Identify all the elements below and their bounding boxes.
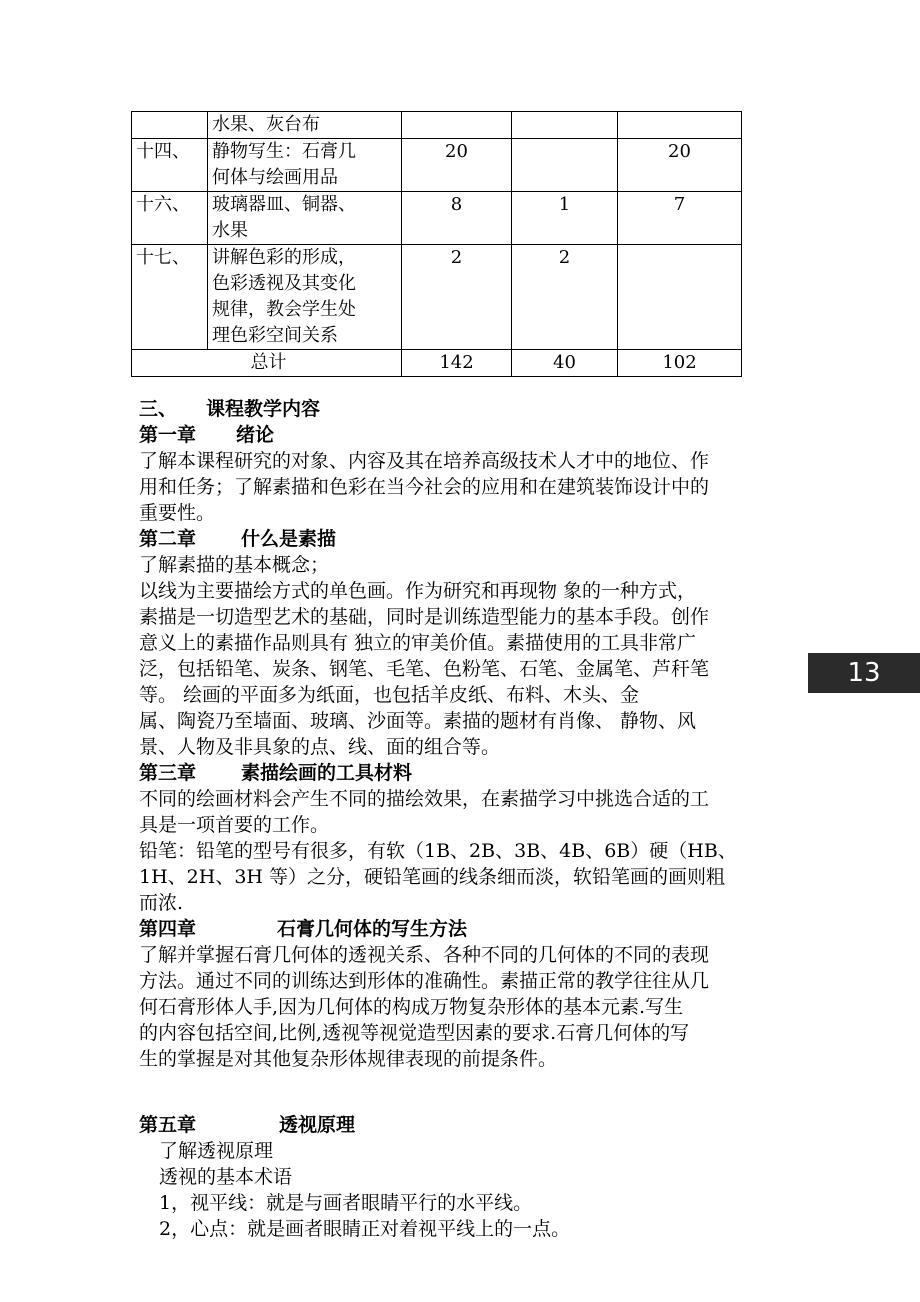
text-line: 具是一项首要的工作。: [139, 814, 330, 836]
content-line: 规律，教会学生处: [212, 299, 356, 320]
text-line: 2，心点：就是画者眼睛正对着视平线上的一点。: [159, 1218, 571, 1240]
content-line: 讲解色彩的形成，: [212, 247, 356, 268]
text-line: 不同的绘画材料会产生不同的描绘效果，在素描学习中挑选合适的工: [139, 788, 710, 810]
content-line: 静物写生：石膏几: [212, 141, 356, 162]
chapter-3-heading: [139, 760, 789, 786]
row-number-cell: 十七、: [132, 245, 208, 350]
text-line: 透视的基本术语: [159, 1166, 293, 1188]
total-hours-cell: [402, 112, 512, 139]
chapter-4-heading: [139, 916, 789, 942]
chapter-5-body: [139, 1138, 789, 1242]
course-content: [139, 396, 789, 1242]
chapter-2-title: 什么是素描: [241, 528, 337, 550]
text-line: 1，视平线：就是与画者眼睛平行的水平线。: [159, 1192, 533, 1214]
table-row: [132, 192, 742, 245]
chapter-2-heading: [139, 526, 789, 552]
section-title: 课程教学内容: [206, 398, 321, 420]
lecture-hours-cell: [512, 112, 618, 139]
text-line: 了解本课程研究的对象、内容及其在培养高级技术人才中的地位、作: [139, 450, 710, 472]
summary-lecture-cell: 40: [512, 350, 618, 377]
row-content-cell: [208, 139, 402, 192]
content-line: 何体与绘画用品: [212, 167, 338, 188]
table-row: [132, 112, 742, 139]
page-number-badge: 13: [808, 653, 920, 693]
chapter-4-title: 石膏几何体的写生方法: [277, 918, 468, 940]
text-line: 用和任务；了解素描和色彩在当今社会的应用和在建筑装饰设计中的: [139, 476, 710, 498]
table-summary-row: [132, 350, 742, 377]
section-heading: [139, 396, 789, 422]
text-line: 泛，包括铅笔、炭条、钢笔、毛笔、色粉笔、石笔、金属笔、芦秆笔: [139, 658, 710, 680]
text-line: 铅笔：铅笔的型号有很多，有软（1B、2B、3B、4B、6B）硬（HB、: [139, 840, 737, 862]
total-hours-cell: 8: [402, 192, 512, 245]
chapter-3-label: 第三章: [139, 762, 197, 784]
practice-hours-cell: 7: [618, 192, 742, 245]
content-line: 理色彩空间关系: [212, 325, 338, 346]
practice-hours-cell: [618, 112, 742, 139]
chapter-4-label: 第四章: [139, 918, 197, 940]
section-number: 三、: [139, 398, 178, 420]
lecture-hours-cell: 1: [512, 192, 618, 245]
content-line: 水果: [212, 220, 248, 241]
lecture-hours-cell: 2: [512, 245, 618, 350]
chapter-4-body: [139, 942, 789, 1072]
total-hours-cell: 20: [402, 139, 512, 192]
total-hours-cell: 2: [402, 245, 512, 350]
chapter-2-label: 第二章: [139, 528, 197, 550]
chapter-5-title: 透视原理: [279, 1114, 356, 1136]
table-row: [132, 139, 742, 192]
text-line: 而浓.: [139, 892, 184, 914]
chapter-3-body: [139, 786, 789, 916]
text-line: 1H、2H、3H 等）之分，硬铅笔画的线条细而淡，软铅笔画的画则粗: [139, 866, 726, 888]
chapter-1-body: [139, 448, 789, 526]
summary-practice-cell: 102: [618, 350, 742, 377]
chapter-1-heading: [139, 422, 789, 448]
text-line: 了解并掌握石膏几何体的透视关系、各种不同的几何体的不同的表现: [139, 944, 710, 966]
text-line: 属、陶瓷乃至墙面、玻璃、沙面等。素描的题材有肖像、 静物、风: [139, 710, 697, 732]
chapter-3-title: 素描绘画的工具材料: [241, 762, 413, 784]
row-content-cell: [208, 192, 402, 245]
text-line: 生的掌握是对其他复杂形体规律表现的前提条件。: [139, 1048, 558, 1070]
row-number-cell: [132, 112, 208, 139]
content-line: 水果、灰台布: [212, 114, 320, 135]
summary-total-cell: 142: [402, 350, 512, 377]
chapter-1-title: 绪论: [236, 424, 275, 446]
text-line: 了解透视原理: [159, 1140, 274, 1162]
text-line: 重要性。: [139, 502, 216, 524]
summary-label-cell: 总计: [132, 350, 402, 377]
text-line: 意义上的素描作品则具有 独立的审美价值。素描使用的工具非常广: [139, 632, 697, 654]
text-line: 的内容包括空间,比例,透视等视觉造型因素的要求.石膏几何体的写: [139, 1022, 690, 1044]
row-number-cell: 十四、: [132, 139, 208, 192]
chapter-1-label: 第一章: [139, 424, 197, 446]
text-line: 素描是一切造型艺术的基础，同时是训练造型能力的基本手段。创作: [139, 606, 710, 628]
text-line: 景、人物及非具象的点、线、面的组合等。: [139, 736, 501, 758]
text-line: 方法。通过不同的训练达到形体的准确性。素描正常的教学往往从几: [139, 970, 710, 992]
practice-hours-cell: [618, 245, 742, 350]
text-line: 等。 绘画的平面多为纸面，也包括羊皮纸、布料、木头、金: [139, 684, 640, 706]
chapter-5-heading: [139, 1112, 789, 1138]
text-line: 何石膏形体人手,因为几何体的构成万物复杂形体的基本元素.写生: [139, 996, 684, 1018]
chapter-5-label: 第五章: [139, 1114, 197, 1136]
row-content-cell: [208, 112, 402, 139]
text-line: 了解素描的基本概念；: [139, 554, 330, 576]
course-hours-table: [131, 111, 742, 377]
table-row: [132, 245, 742, 350]
spacer: [139, 1072, 789, 1098]
content-line: 色彩透视及其变化: [212, 273, 356, 294]
row-number-cell: 十六、: [132, 192, 208, 245]
text-line: 以线为主要描绘方式的单色画。作为研究和再现物 象的一种方式，: [139, 580, 697, 602]
lecture-hours-cell: [512, 139, 618, 192]
practice-hours-cell: 20: [618, 139, 742, 192]
chapter-2-body: [139, 552, 789, 760]
row-content-cell: [208, 245, 402, 350]
content-line: 玻璃器皿、铜器、: [212, 194, 356, 215]
